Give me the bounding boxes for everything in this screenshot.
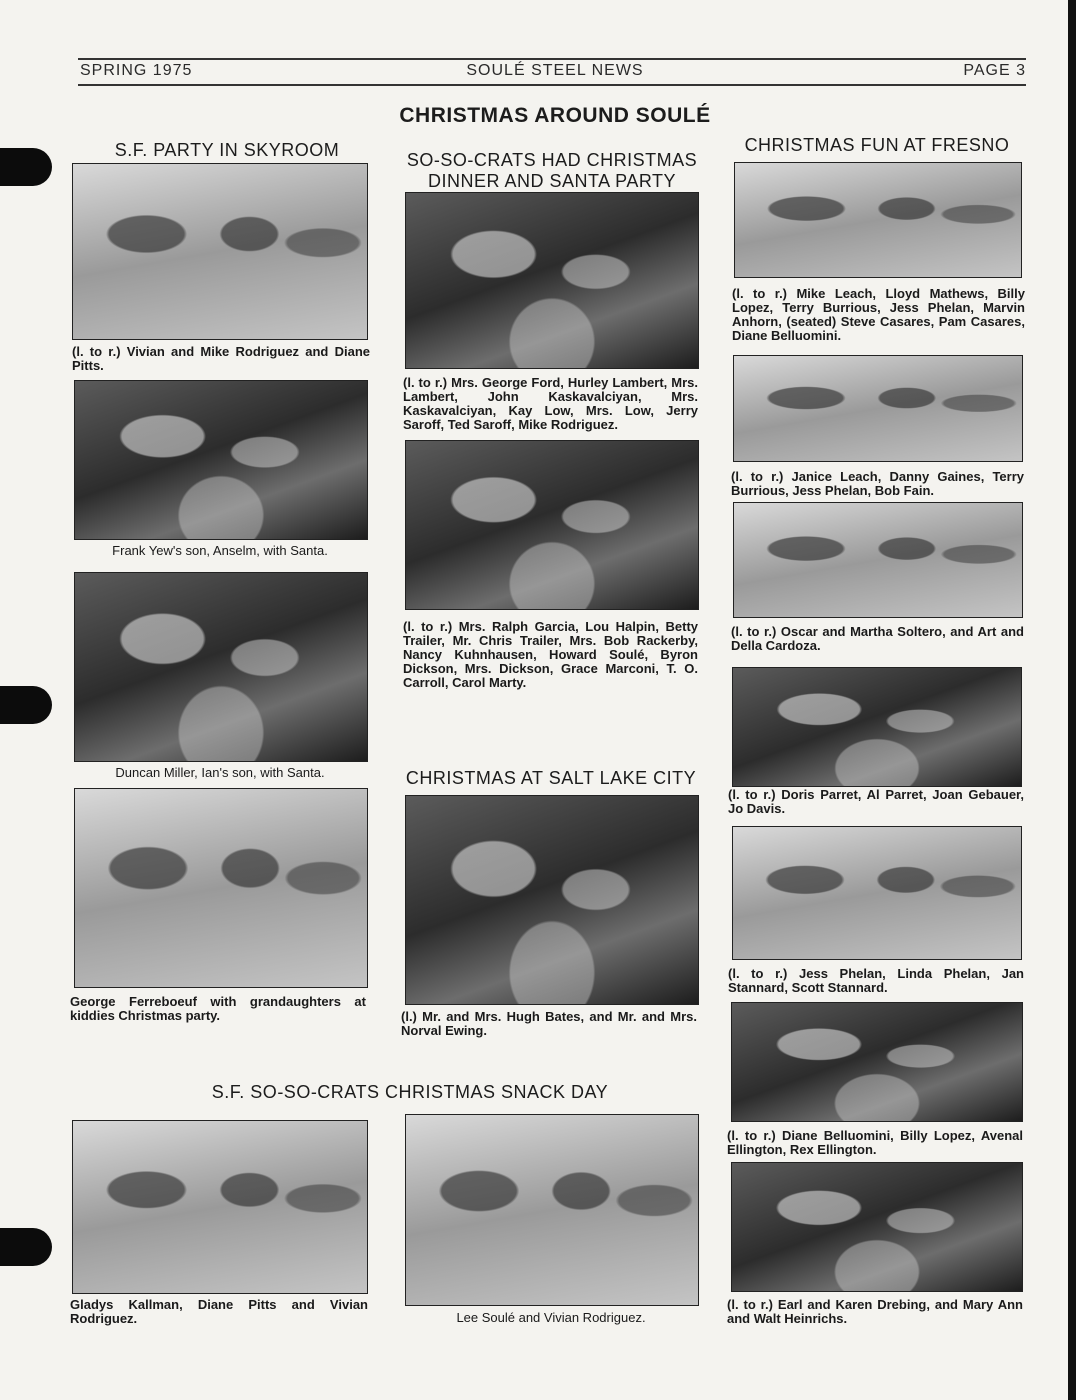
caption-duncan-santa: Duncan Miller, Ian's son, with Santa. [115,765,325,780]
photo-duncan-santa [74,572,368,762]
section-title-skyroom: S.F. PARTY IN SKYROOM [114,140,340,160]
caption-fresno-5: (l. to r.) Jess Phelan, Linda Phelan, Jan Stannard, Scott Stannard. [728,966,1024,995]
photo-anselm-santa [74,380,368,540]
caption-sosocrats-dinner-1: (l. to r.) Mrs. George Ford, Hurley Lambert, Mrs. Lambert, John Kaskavalciyan, Mrs. Kaskavalciyan, Kay Low, Mrs. Low, Jerry Saroff, Ted Saroff, Mike Rodriguez. [403,375,698,432]
section-title-snackday: S.F. SO-SO-CRATS CHRISTMAS SNACK DAY [211,1082,609,1102]
photo-fresno-group [734,162,1022,278]
caption-sosocrats-dinner-2: (l. to r.) Mrs. Ralph Garcia, Lou Halpin, Betty Trailer, Mr. Chris Trailer, Mrs. Bob Rackerby, Nancy Kuhnhausen, Howard Soulé, Byron Dickson, Mrs. Dickson, Grace Marconi, T. O. Carroll, Carol Marty. [403,619,698,690]
photo-snackday-2 [405,1114,699,1306]
caption-fresno-7: (l. to r.) Earl and Karen Drebing, and Mary Ann and Walt Heinrichs. [727,1297,1023,1326]
photo-fresno-7 [731,1162,1023,1292]
caption-anselm-santa: Frank Yew's son, Anselm, with Santa. [112,543,328,558]
header-page-number: PAGE 3 [963,62,1026,79]
caption-fresno-6: (l. to r.) Diane Belluomini, Billy Lopez, Avenal Ellington, Rex Ellington. [727,1128,1023,1157]
caption-saltlake: (l.) Mr. and Mrs. Hugh Bates, and Mr. and Mrs. Norval Ewing. [401,1009,697,1038]
caption-fresno-2: (l. to r.) Janice Leach, Danny Gaines, Terry Burrious, Jess Phelan, Bob Fain. [731,469,1024,498]
header-rule-top [78,58,1026,60]
caption-fresno-4: (l. to r.) Doris Parret, Al Parret, Joan Gebauer, Jo Davis. [728,787,1024,816]
caption-kiddies-party: George Ferreboeuf with grandaughters at kiddies Christmas party. [70,994,366,1023]
photo-fresno-3 [733,502,1023,618]
binder-hole-top [0,148,52,186]
section-title-fresno: CHRISTMAS FUN AT FRESNO [744,135,1010,155]
caption-skyroom: (l. to r.) Vivian and Mike Rodriguez and Diane Pitts. [72,344,370,373]
caption-snackday-1: Gladys Kallman, Diane Pitts and Vivian Rodriguez. [70,1297,368,1326]
section-title-sosocrats-line2: DINNER AND SANTA PARTY [427,171,677,191]
photo-fresno-6 [731,1002,1023,1122]
section-title-saltlake: CHRISTMAS AT SALT LAKE CITY [405,768,697,788]
photo-fresno-5 [732,826,1022,960]
caption-snackday-2: Lee Soulé and Vivian Rodriguez. [456,1310,646,1325]
binder-hole-middle [0,686,52,724]
photo-skyroom [72,163,368,340]
photo-sosocrats-dinner-2 [405,440,699,610]
photo-fresno-4 [732,667,1022,787]
header-issue: SPRING 1975 [80,62,193,79]
caption-fresno-group: (l. to r.) Mike Leach, Lloyd Mathews, Billy Lopez, Terry Burrious, Jess Phelan, Marvin Anhorn, (seated) Steve Casares, Pam Casares, Diane Belluomini. [732,286,1025,343]
header-rule-bottom [78,84,1026,86]
main-title: CHRISTMAS AROUND SOULÉ [399,104,711,127]
caption-fresno-3: (l. to r.) Oscar and Martha Soltero, and Art and Della Cardoza. [731,624,1024,653]
photo-saltlake [405,795,699,1005]
binder-hole-bottom [0,1228,52,1266]
section-title-sosocrats [405,150,699,192]
photo-fresno-2 [733,355,1023,462]
page-edge [1068,0,1076,1400]
photo-kiddies-party [74,788,368,988]
section-title-sosocrats-line1: SO-SO-CRATS HAD CHRISTMAS [406,150,698,170]
photo-sosocrats-dinner-1 [405,192,699,369]
photo-snackday-1 [72,1120,368,1294]
header-publication: SOULÉ STEEL NEWS [466,62,644,79]
